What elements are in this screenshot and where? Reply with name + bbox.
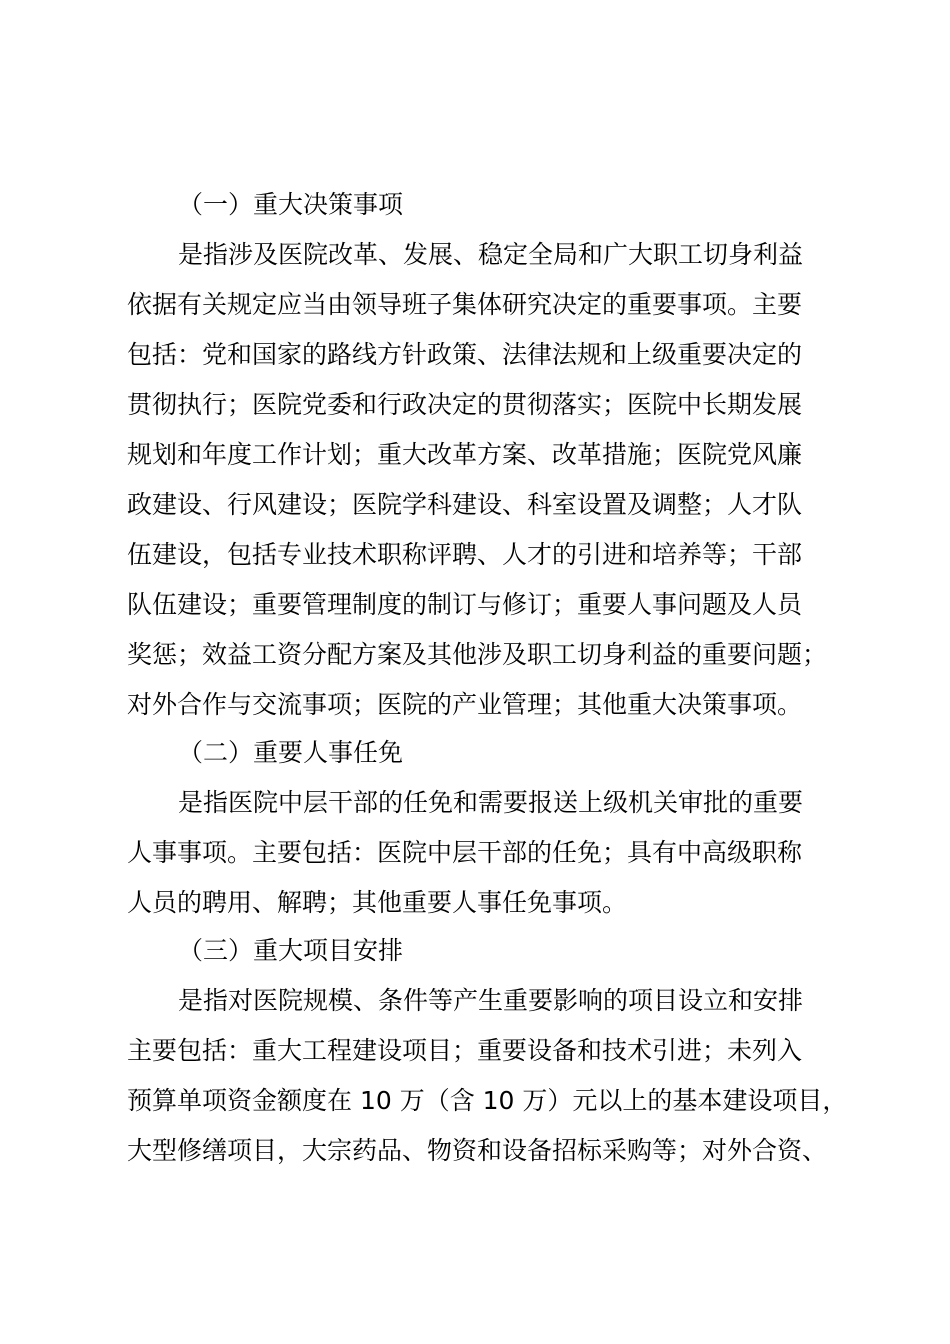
- paragraph-line: 依据有关规定应当由领导班子集体研究决定的重要事项。主要: [127, 290, 803, 319]
- paragraph-line: 人事事项。主要包括：医院中层干部的任免；具有中高级职称: [127, 838, 803, 867]
- section-heading-personnel: （二）重要人事任免: [178, 738, 404, 767]
- paragraph-line: 伍建设，包括专业技术职称评聘、人才的引进和培养等；干部: [127, 540, 803, 569]
- paragraph-line: 奖惩；效益工资分配方案及其他涉及职工切身利益的重要问题；: [127, 640, 828, 669]
- section-heading-major-decisions: （一）重大决策事项: [178, 190, 404, 219]
- paragraph-line: 包括：党和国家的路线方针政策、法律法规和上级重要决定的: [127, 340, 803, 369]
- paragraph-line: 规划和年度工作计划；重大改革方案、改革措施；医院党风廉: [127, 440, 803, 469]
- paragraph-line: 是指涉及医院改革、发展、稳定全局和广大职工切身利益: [178, 240, 804, 269]
- paragraph-line: 队伍建设；重要管理制度的制订与修订；重要人事问题及人员: [127, 590, 803, 619]
- paragraph-line: 主要包括：重大工程建设项目；重要设备和技术引进；未列入: [127, 1036, 803, 1065]
- section-heading-major-projects: （三）重大项目安排: [178, 936, 404, 965]
- paragraph-line: 人员的聘用、解聘；其他重要人事任免事项。: [127, 888, 628, 917]
- paragraph-line: 是指对医院规模、条件等产生重要影响的项目设立和安排: [178, 986, 804, 1015]
- paragraph-line: 预算单项资金额度在 10 万（含 10 万）元以上的基本建设项目，: [127, 1086, 848, 1115]
- paragraph-line: 是指医院中层干部的任免和需要报送上级机关审批的重要: [178, 788, 804, 817]
- paragraph-line: 对外合作与交流事项；医院的产业管理；其他重大决策事项。: [127, 690, 803, 719]
- paragraph-line: 贯彻执行；医院党委和行政决定的贯彻落实；医院中长期发展: [127, 390, 803, 419]
- paragraph-line: 大型修缮项目，大宗药品、物资和设备招标采购等；对外合资、: [127, 1136, 828, 1165]
- paragraph-line: 政建设、行风建设；医院学科建设、科室设置及调整；人才队: [127, 490, 803, 519]
